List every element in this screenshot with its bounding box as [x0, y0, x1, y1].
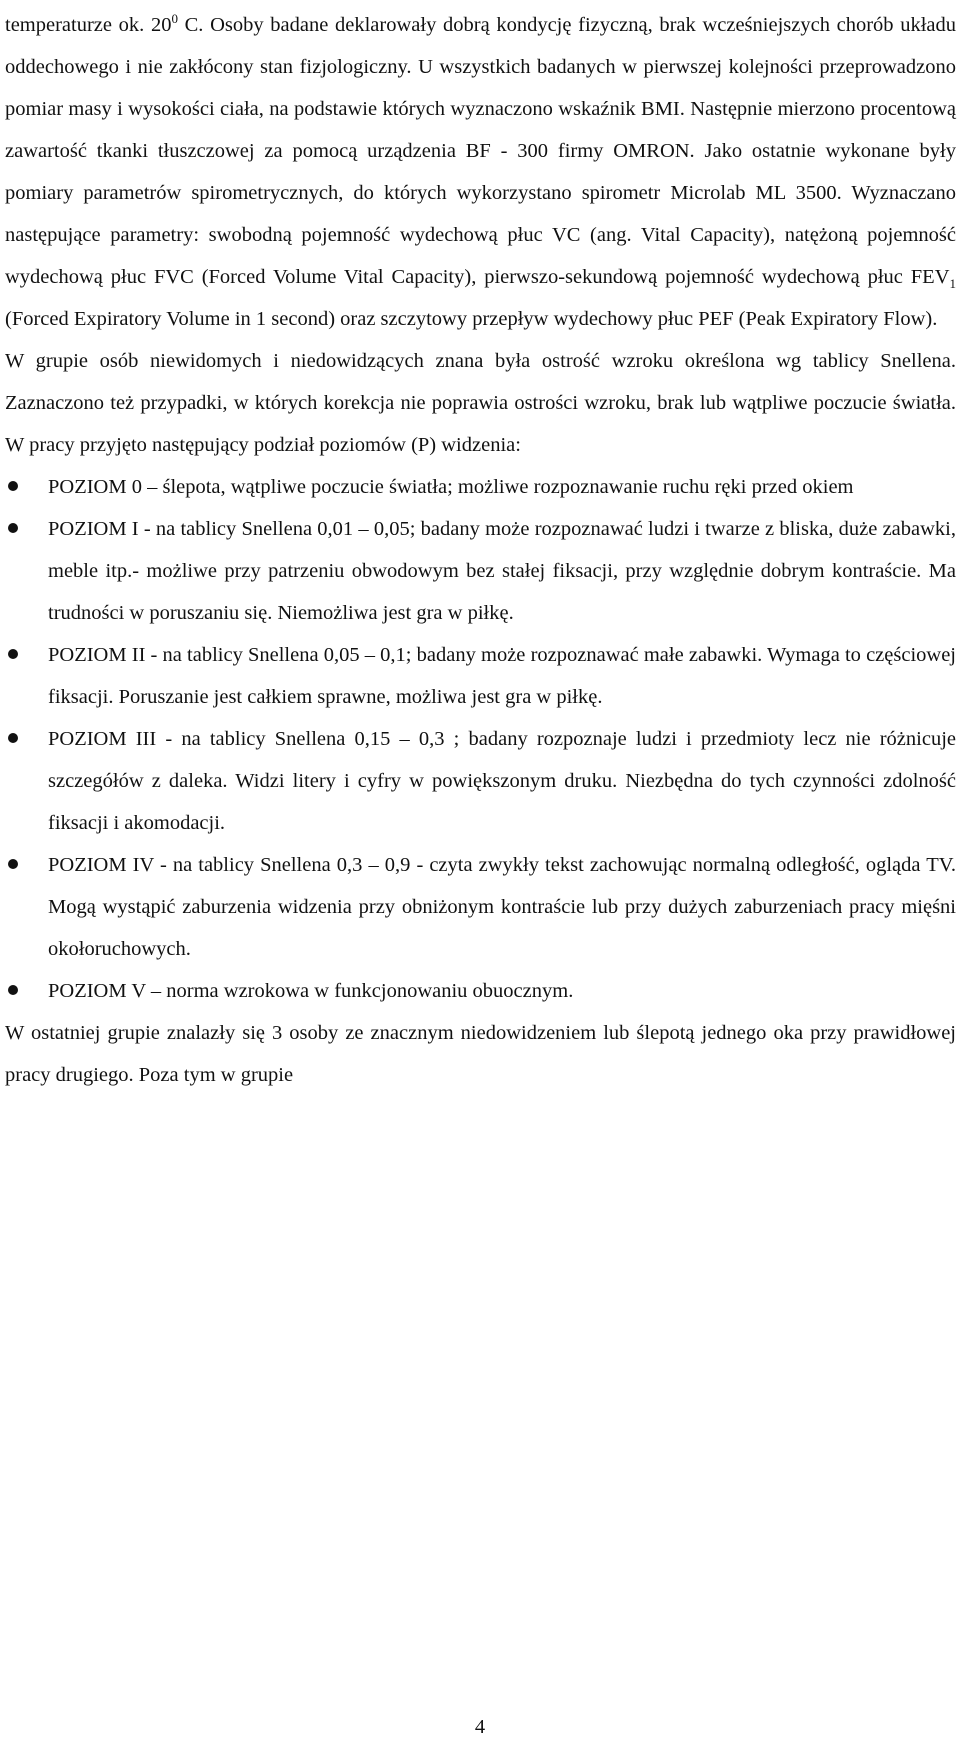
level-text: POZIOM II - na tablicy Snellena 0,05 – 0,1; badany może rozpoznawać małe zabawki. Wymaga to częściowej fiksacji. Poruszanie jest całkiem sprawne, możliwa jest gra w piłkę.: [48, 644, 956, 708]
degree-superscript: 0: [171, 11, 178, 27]
list-item-level-2: [5, 634, 956, 718]
bullet-icon: [8, 859, 18, 869]
paragraph-vision-groups: W grupie osób niewidomych i niedowidzących znana była ostrość wzroku określona wg tablicy Snellena. Zaznaczono też przypadki, w których korekcja nie poprawia ostrości wzroku, brak lub wątpliwe poczucie światła. W pracy przyjęto następujący podział poziomów (P) widzenia:: [5, 350, 956, 456]
bullet-icon: [8, 649, 18, 659]
vision-levels-list: [5, 466, 956, 1012]
level-text: POZIOM V – norma wzrokowa w funkcjonowaniu obuocznym.: [48, 980, 574, 1002]
list-item-level-5: [5, 970, 956, 1012]
list-item-level-3: [5, 718, 956, 844]
bullet-icon: [8, 481, 18, 491]
paragraph-methods-part-1: temperaturze ok. 20: [5, 14, 172, 36]
level-text: POZIOM III - na tablicy Snellena 0,15 – 0,3 ; badany rozpoznaje ludzi i przedmioty lecz nie różnicuje szczegółów z daleka. Widzi litery i cyfry w powiększonym druku. Niezbędna do tych czynności zdolność fiksacji i akomodacji.: [48, 728, 956, 834]
fev-subscript: 1: [949, 276, 956, 292]
bullet-icon: [8, 523, 18, 533]
paragraph-methods-part-2: C. Osoby badane deklarowały dobrą kondycję fizyczną, brak wcześniejszych chorób układu oddechowego i nie zakłócony stan fizjologiczny. U wszystkich badanych w pierwszej kolejności przeprowadzono pomiar masy i wysokości ciała, na podstawie których wyznaczono wskaźnik BMI. Następnie mierzono procentową zawartość tkanki tłuszczowej za pomocą urządzenia BF - 300 firmy OMRON. Jako ostatnie wykonane były pomiary parametrów spirometrycznych, do których wykorzystano spirometr Microlab ML 3500. Wyznaczano następujące parametry: swobodną pojemność wydechową płuc VC (ang. Vital Capacity), natężoną pojemność wydechową płuc FVC (Forced Volume Vital Capacity), pierwszo-sekundową pojemność wydechową płuc FEV: [5, 14, 957, 288]
bullet-icon: [8, 985, 18, 995]
paragraph-methods-part-3: (Forced Expiratory Volume in 1 second) oraz szczytowy przepływ wydechowy płuc PEF (Peak Expiratory Flow).: [5, 308, 938, 330]
level-text: POZIOM IV - na tablicy Snellena 0,3 – 0,9 - czyta zwykły tekst zachowując normalną odległość, ogląda TV. Mogą wystąpić zaburzenia widzenia przy obniżonym kontraście lub przy dużych zaburzeniach pracy mięśni okołoruchowych.: [48, 854, 956, 960]
list-item-level-1: [5, 508, 956, 634]
list-item-level-4: [5, 844, 956, 970]
bullet-icon: [8, 733, 18, 743]
paragraph-methods: [5, 4, 956, 340]
list-item-level-0: [5, 466, 956, 508]
paragraph-last-group: W ostatniej grupie znalazły się 3 osoby ze znacznym niedowidzeniem lub ślepotą jednego oka przy prawidłowej pracy drugiego. Poza tym w grupie: [5, 1022, 956, 1086]
level-text: POZIOM 0 – ślepota, wątpliwe poczucie światła; możliwe rozpoznawanie ruchu ręki przed okiem: [48, 476, 854, 498]
level-text: POZIOM I - na tablicy Snellena 0,01 – 0,05; badany może rozpoznawać ludzi i twarze z bliska, duże zabawki, meble itp.- możliwe przy patrzeniu obwodowym bez stałej fiksacji, przy względnie dobrym kontraście. Ma trudności w poruszaniu się. Niemożliwa jest gra w piłkę.: [48, 518, 956, 624]
page-number: 4: [474, 1716, 486, 1738]
